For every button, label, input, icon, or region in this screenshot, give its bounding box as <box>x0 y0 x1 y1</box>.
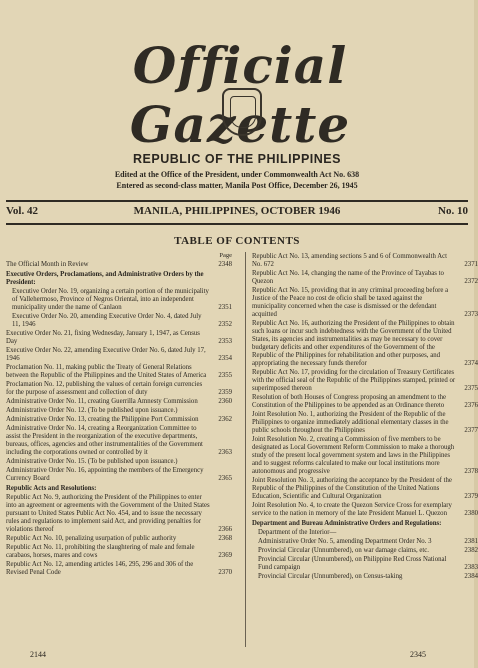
toc-entry <box>252 436 478 476</box>
toc-entry-text: Department of the Interior— <box>258 529 337 536</box>
toc-entry <box>6 364 232 380</box>
toc-entry-text: Joint Resolution No. 2, creating a Commission of five members to be designated as Local Government Reform Commission to make a thorough study of the present local government system and laws in the Philippines and to suggest reforms calculated to make our local institutions more autonomous and progressive <box>252 436 455 475</box>
toc-entry <box>6 313 232 329</box>
toc-entry-page: 2370 <box>218 569 232 576</box>
toc-entry <box>252 502 478 518</box>
toc-entry-text: Proclamation No. 12, publishing the values of certain foreign currencies for the purpose of assessment and collection of duty <box>6 381 203 396</box>
toc-entry <box>6 407 232 415</box>
toc-entry-page: 2366 <box>218 526 232 533</box>
toc-entry <box>252 411 478 435</box>
toc-entry <box>6 330 232 346</box>
toc-entry-text: Republic Act No. 11, prohibiting the slaughtering of male and female carabaos, horses, mares and cows <box>6 544 195 559</box>
toc-entry <box>252 538 478 546</box>
toc-entry-page: 2363 <box>218 449 232 456</box>
toc-entry <box>252 556 478 572</box>
toc-entry <box>252 320 478 368</box>
toc-entry <box>6 425 232 457</box>
toc-entry-text: Republic Act No. 15, providing that in any criminal proceeding before a Justice of the Peace no cost de oficio shall be taxed against the municipality concerned when the case is dismissed or the defendant acquitted <box>252 287 449 318</box>
toc-entry-text: Republic Act No. 9, authorizing the President of the Philippines to enter into an agreement or agreements with the Government of the United States pursuant to United States Public Act No. 454, and to issue the necessary rules and regulations to implement said Act, and providing penalties for violations thereof <box>6 494 210 533</box>
toc-entry <box>252 287 478 319</box>
toc-entry-page: 2372 <box>464 278 478 285</box>
toc-entry-text: Proclamation No. 11, making public the Treaty of General Relations between the Republic of the Philippines and the United States of America <box>6 364 207 379</box>
toc-entry-page: 2376 <box>464 402 478 409</box>
toc-entry-page: 2384 <box>464 573 478 580</box>
toc-entry-text: Administrative Order No. 11, creating Guerrilla Amnesty Commission <box>6 398 198 405</box>
dateline: MANILA, PHILIPPINES, OCTOBER 1946 <box>133 205 341 217</box>
toc-section-heading: Department and Bureau Administrative Orders and Regulations: <box>252 520 442 527</box>
toc-entry-page: 2373 <box>464 311 478 318</box>
toc-entry-text: Provincial Circular (Unnumbered), on Census-taking <box>258 573 403 580</box>
toc-entry <box>6 398 232 406</box>
toc-entry <box>252 477 478 501</box>
volume-label: Vol. 42 <box>6 205 38 217</box>
toc-entry-page: 2352 <box>218 321 232 328</box>
toc-entry <box>6 458 232 466</box>
toc-entry-page: 2371 <box>464 261 478 268</box>
toc-entry-page: 2365 <box>218 475 232 482</box>
toc-entry <box>6 347 232 363</box>
toc-entry-text: Resolution of both Houses of Congress proposing an amendment to the Constitution of the Philippines to be appended as an Ordinance thereto <box>252 394 447 409</box>
masthead <box>40 8 440 154</box>
toc-entry <box>6 261 232 269</box>
republic-heading: REPUBLIC OF THE PHILIPPINES <box>133 152 341 166</box>
seal-emblem-icon <box>222 88 262 136</box>
toc-entry-text: Administrative Order No. 5, amending Department Order No. 3 <box>258 538 432 545</box>
toc-entry-page: 2379 <box>464 493 478 500</box>
toc-entry <box>6 381 232 397</box>
toc-entry-text: Administrative Order No. 12. (To be published upon issuance.) <box>6 407 178 414</box>
toc-section-heading: Executive Orders, Proclamations, and Administrative Orders by the President: <box>6 271 204 286</box>
toc-entry <box>6 561 232 577</box>
toc-entry-page: 2362 <box>218 416 232 423</box>
toc-entry-text: Joint Resolution No. 1, authorizing the President of the Republic of the Philippines to organize immediately additional elementary classes in the public schools throughout the Philippines <box>252 411 449 434</box>
toc-entry <box>6 467 232 483</box>
toc-entry-text: Executive Order No. 21, fixing Wednesday, January 1, 1947, as Census Day <box>6 330 200 345</box>
toc-entry-text: Executive Order No. 22, amending Executive Order No. 6, dated July 17, 1946 <box>6 347 206 362</box>
entered-line: Entered as second-class matter, Manila Post Office, December 26, 1945 <box>116 181 358 190</box>
toc-entry-text: Republic Act No. 14, changing the name of the Province of Tayabas to Quezon <box>252 270 444 285</box>
toc-right-column <box>252 252 478 581</box>
page-column-label: Page <box>219 252 232 259</box>
toc-entry-text: Administrative Order No. 15. (To be published upon issuance.) <box>6 458 178 465</box>
toc-entry-text: Provincial Circular (Unnumbered), on war damage claims, etc. <box>258 547 429 554</box>
footer-page-right: 2345 <box>410 650 426 659</box>
toc-entry <box>252 547 478 555</box>
rule-bottom <box>6 223 468 225</box>
toc-entry-page: 2348 <box>218 261 232 268</box>
toc-entry-page: 2351 <box>218 304 232 311</box>
toc-left-column <box>6 252 232 577</box>
toc-entry <box>252 394 478 410</box>
toc-entry-page: 2369 <box>218 552 232 559</box>
toc-entry-page: 2355 <box>218 372 232 379</box>
toc-entry-page: 2353 <box>218 338 232 345</box>
toc-entry <box>6 544 232 560</box>
toc-entry-page: 2368 <box>218 535 232 542</box>
toc-entry <box>252 369 478 393</box>
toc-entry-page: 2381 <box>464 538 478 545</box>
toc-entry-page: 2378 <box>464 468 478 475</box>
toc-entry-text: Joint Resolution No. 3, authorizing the acceptance by the President of the Republic of the Philippines of the Constitution of the United Nations Education, Scientific and Cultural Organization <box>252 477 452 500</box>
toc-entry-text: Administrative Order No. 14, creating a Reorganization Committee to assist the President in the reorganization of the executive departments, bureaus, offices, agencies and other instrumentalities of the Government including the corporations owned or controlled by it <box>6 425 203 456</box>
toc-entry-text: Republic Act No. 13, amending sections 5 and 6 of Commonwealth Act No. 672 <box>252 253 448 268</box>
toc-entry-text: Executive Order No. 20, amending Executive Order No. 4, dated July 11, 1946 <box>12 313 202 328</box>
toc-title: TABLE OF CONTENTS <box>174 235 300 247</box>
toc-entry-text: Republic Act No. 16, authorizing the President of the Philippines to obtain such loans or incur such indebtedness with the Government of the United States, its agencies and instrumentalities as may be necessary to cover budgetary deficits and other expenditures of the Government of the Republic of the Philippines for rehabilitation and other purposes, and appropriating the necessary funds therefor <box>252 320 455 367</box>
toc-entry-page: 2354 <box>218 355 232 362</box>
toc-entry <box>6 535 232 543</box>
toc-entry-text: Joint Resolution No. 4, to create the Quezon Service Cross for exemplary service to the nation in memory of the late President Manuel L. Quezon <box>252 502 452 517</box>
issue-number: No. 10 <box>438 205 468 217</box>
toc-section-heading: Republic Acts and Resolutions: <box>6 485 97 492</box>
edited-line: Edited at the Office of the President, under Commonwealth Act No. 638 <box>114 170 360 179</box>
toc-entry-page: 2359 <box>218 389 232 396</box>
issue-row <box>6 205 468 221</box>
toc-entry <box>252 253 478 269</box>
toc-entry-page: 2377 <box>464 427 478 434</box>
toc-entry <box>252 270 478 286</box>
toc-entry-page: 2375 <box>464 385 478 392</box>
column-divider <box>245 252 246 647</box>
toc-entry-page: 2380 <box>464 510 478 517</box>
rule-top <box>6 200 468 202</box>
toc-entry-page: 2360 <box>218 398 232 405</box>
toc-entry-text: Administrative Order No. 13, creating the Philippine Port Commission <box>6 416 199 423</box>
toc-entry-text: The Official Month in Review <box>6 261 89 268</box>
toc-entry <box>252 573 478 581</box>
toc-entry-page: 2383 <box>464 564 478 571</box>
toc-entry-text: Republic Act No. 10, penalizing usurpation of public authority <box>6 535 177 542</box>
toc-entry-text: Republic Act No. 12, amending articles 146, 295, 296 and 306 of the Revised Penal Code <box>6 561 194 576</box>
toc-entry <box>252 529 478 537</box>
toc-entry-text: Administrative Order No. 16, appointing the members of the Emergency Currency Board <box>6 467 204 482</box>
masthead-title: Official Gazette <box>129 36 351 154</box>
toc-entry <box>6 494 232 534</box>
toc-entry-page: 2374 <box>464 360 478 367</box>
toc-entry-text: Provincial Circular (Unnumbered), on Philippine Red Cross National Fund campaign <box>258 556 447 571</box>
toc-entry-text: Republic Act No. 17, providing for the circulation of Treasury Certificates with the official seal of the Republic of the Philippines stamped, printed or superimposed thereon <box>252 369 456 392</box>
toc-entry-text: Executive Order No. 19, organizing a certain portion of the municipality of Vallehermoso, Province of Negros Oriental, into an independent municipality under the name of Canlaon <box>12 288 209 311</box>
toc-entry-page: 2382 <box>464 547 478 554</box>
toc-entry <box>6 288 232 312</box>
footer-page-left: 2144 <box>30 650 46 659</box>
toc-entry <box>6 416 232 424</box>
